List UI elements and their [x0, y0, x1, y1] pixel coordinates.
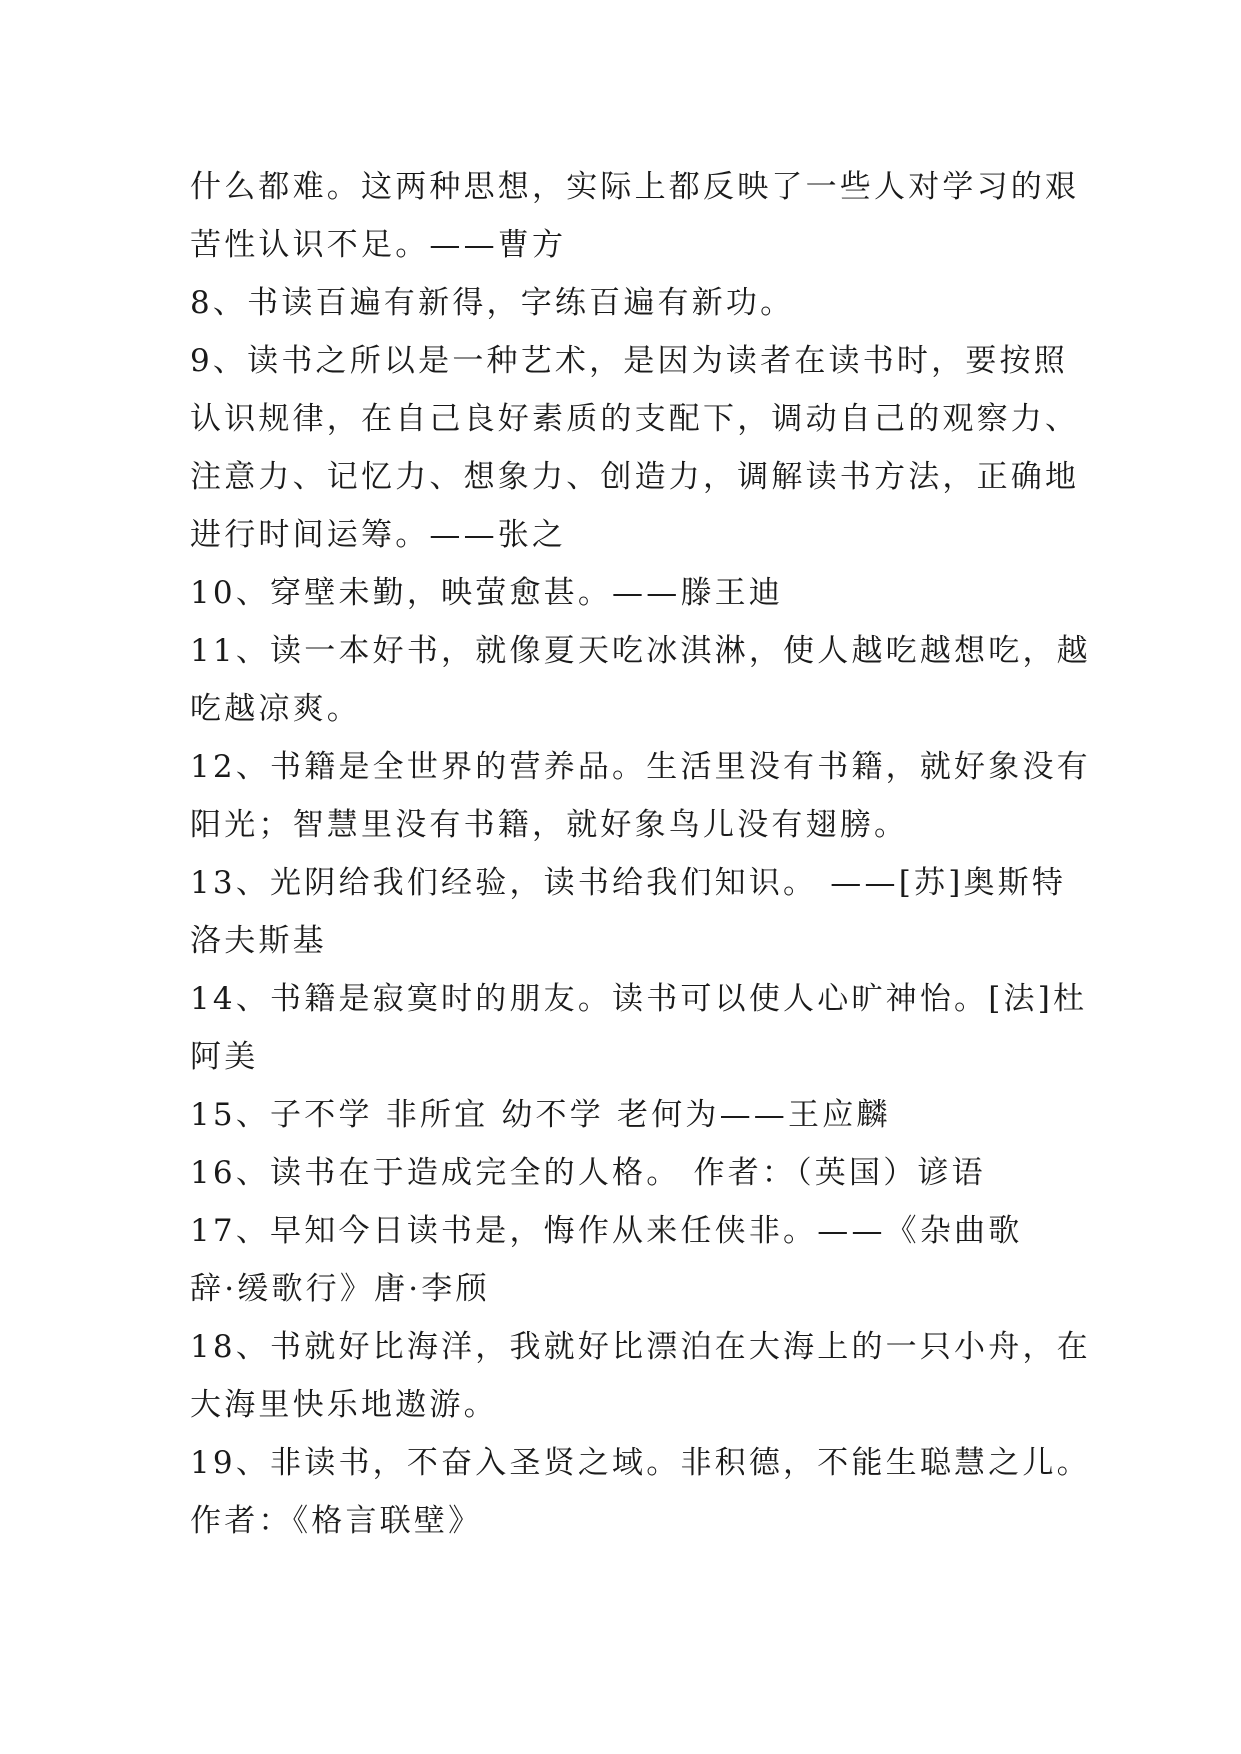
text-line: 什么都难。这两种思想，实际上都反映了一些人对学习的艰 [190, 169, 1080, 205]
text-line: 17、早知今日读书是，悔作从来任侠非。——《杂曲歌 [190, 1213, 1023, 1249]
text-line: 18、书就好比海洋，我就好比漂泊在大海上的一只小舟，在 [190, 1329, 1091, 1365]
text-line: 洛夫斯基 [190, 923, 327, 959]
text-line: 注意力、记忆力、想象力、创造力，调解读书方法，正确地 [190, 459, 1080, 495]
text-line: 16、读书在于造成完全的人格。 作者：（英国）谚语 [190, 1155, 986, 1191]
text-line: 10、穿壁未勤，映萤愈甚。——滕王迪 [190, 575, 784, 611]
text-line: 阳光；智慧里没有书籍，就好象鸟儿没有翅膀。 [190, 807, 909, 843]
text-line: 大海里快乐地遨游。 [190, 1387, 498, 1423]
text-line: 12、书籍是全世界的营养品。生活里没有书籍，就好象没有 [190, 749, 1091, 785]
text-line: 进行时间运筹。——张之 [190, 517, 567, 553]
text-line: 15、子不学 非所宜 幼不学 老何为——王应麟 [190, 1097, 891, 1133]
text-line: 14、书籍是寂寞时的朋友。读书可以使人心旷神怡。[法]杜 [190, 981, 1088, 1017]
text-line: 13、光阴给我们经验，读书给我们知识。 ——[苏]奥斯特 [190, 865, 1067, 901]
text-line: 11、读一本好书，就像夏天吃冰淇淋，使人越吃越想吃，越 [190, 633, 1091, 669]
text-line: 吃越凉爽。 [190, 691, 361, 727]
quote-text-block [190, 158, 1091, 1550]
text-line: 辞·缓歌行》唐·李颀 [190, 1271, 490, 1307]
text-line: 苦性认识不足。——曹方 [190, 227, 567, 263]
text-line: 9、读书之所以是一种艺术，是因为读者在读书时，要按照 [190, 343, 1068, 379]
text-line: 19、非读书，不奋入圣贤之域。非积德，不能生聪慧之儿。 [190, 1445, 1091, 1481]
text-line: 认识规律，在自己良好素质的支配下，调动自己的观察力、 [190, 401, 1080, 437]
text-line: 作者：《格言联壁》 [190, 1503, 483, 1539]
text-line: 阿美 [190, 1039, 259, 1075]
text-line: 8、书读百遍有新得，字练百遍有新功。 [190, 285, 795, 321]
